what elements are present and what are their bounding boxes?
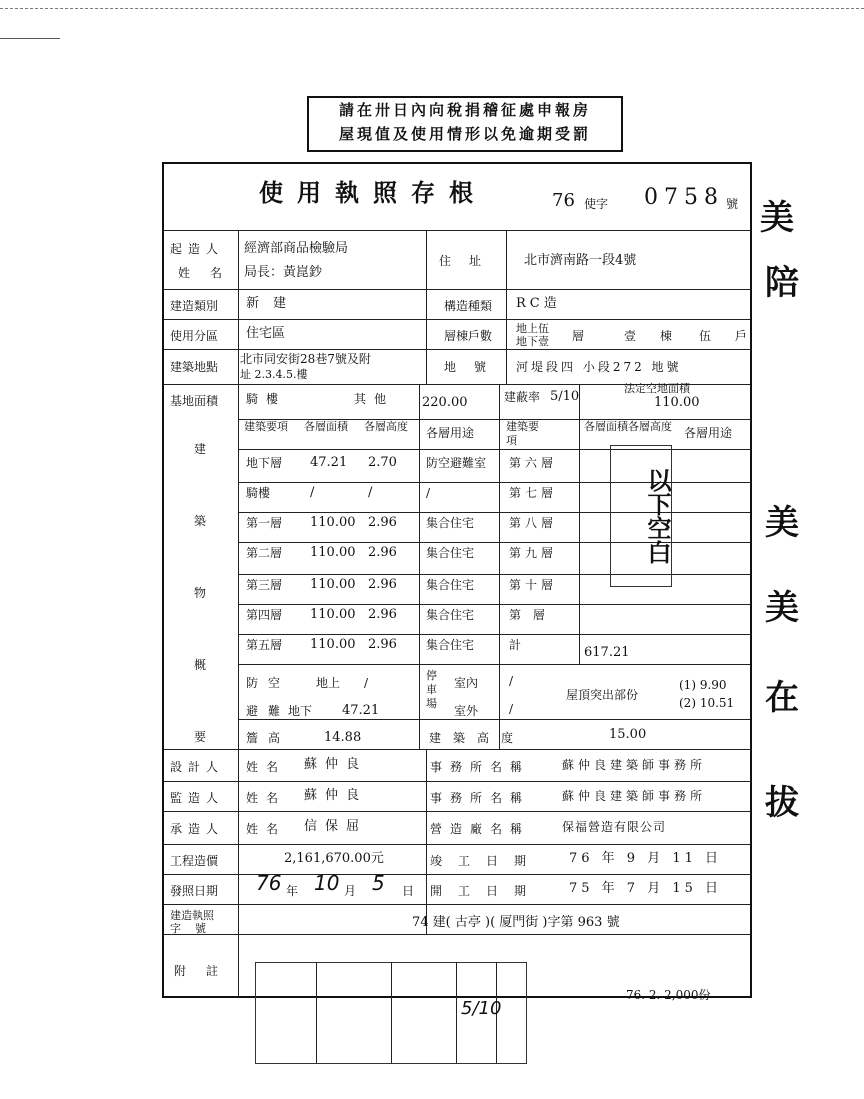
legal-open-area-value: 110.00 (654, 395, 700, 410)
issue-month-unit: 月 (344, 884, 357, 898)
top-scan-noise (0, 8, 864, 11)
shelter-label-2: 避難 (246, 704, 291, 718)
builder-address: 北市濟南路一段4號 (524, 253, 637, 268)
margin-char-2: 陪 (765, 263, 799, 303)
permit-label-1: 建造執照 (170, 909, 214, 922)
floors-above: 地上伍 (516, 322, 549, 335)
parking-label: 停車場 (426, 669, 437, 710)
permit-number: 74 建( 古亭 )( 厦門街 )字第 963 號 (412, 915, 620, 930)
margin-char-6: 拔 (765, 783, 799, 823)
floor-height: 2.96 (368, 637, 397, 652)
shelter-below-label: 地下 (288, 704, 313, 718)
designer-name: 蘇仲良 (304, 757, 368, 772)
form-title: 使用執照存根 (259, 178, 487, 207)
floor-height: 2.70 (368, 455, 397, 470)
top-scan-noise-2 (0, 38, 60, 39)
issue-day-unit: 日 (402, 884, 415, 898)
completion-date: 76 年 9 月 11 日 (569, 851, 723, 866)
notice-line-1: 請在卅日內向稅捐稽征處申報房 (338, 101, 591, 119)
floor-name: 第二層 (246, 546, 283, 560)
permit-label-2: 字號 (170, 922, 220, 935)
lot-value: 河堤段四 小段272 地號 (516, 360, 682, 374)
site-label: 建築地點 (170, 360, 219, 374)
floor-area: 110.00 (310, 637, 356, 652)
total-area-value: 617.21 (584, 645, 630, 660)
builder-label: 起造人 (170, 242, 225, 256)
issue-month: 10 (314, 871, 340, 895)
building-height-value: 15.00 (609, 727, 647, 742)
builder-name-2: 局長：黃崑鈔 (244, 265, 323, 280)
floor-area: 110.00 (310, 577, 356, 592)
license-number: 0758 (644, 185, 724, 210)
col-header-item-right: 建築要項 (506, 420, 539, 447)
floors-below: 地下壹 (516, 335, 549, 348)
supervisor-name-label: 姓名 (246, 791, 287, 805)
supervisor-office: 蘇仲良建築師事務所 (562, 789, 707, 803)
floor-name: 第一層 (246, 516, 283, 530)
category-label: 建造類別 (170, 299, 219, 313)
section-label-3: 物 (194, 586, 207, 600)
floor-height: / (368, 485, 373, 500)
col-header-use: 各層用途 (426, 426, 475, 440)
floor-name: 第三層 (246, 578, 283, 592)
roof-protrusion-1: (1) 9.90 (679, 678, 727, 692)
supervisor-office-label: 事務所名稱 (430, 791, 531, 805)
section-label-5: 要 (194, 730, 207, 744)
floor-use: 防空避難室 (426, 456, 487, 470)
structure-label: 構造種類 (444, 299, 493, 313)
parking-indoor-value: / (509, 674, 514, 688)
building-count: 壹 棟 (624, 329, 682, 343)
issue-year-unit: 年 (286, 884, 299, 898)
floor-use: / (426, 486, 431, 500)
col-header-height-right: 各層高度 (628, 420, 672, 433)
floor-area: / (310, 485, 315, 500)
eave-value: 14.88 (324, 730, 362, 745)
print-run: 76. 2. 2,000份 (626, 988, 711, 1002)
use-zone-value: 住宅區 (246, 326, 286, 341)
designer-office-label: 事務所名稱 (430, 760, 531, 774)
floor-area: 47.21 (310, 455, 348, 470)
start-date-label: 開工日期 (430, 884, 543, 898)
issue-day: 5 (372, 871, 385, 895)
shelter-below-value: 47.21 (342, 703, 380, 718)
coverage-value: 5/10 (550, 389, 580, 404)
builder-name-label: 姓名 (178, 266, 243, 280)
floor-name-right: 第十層 (509, 578, 558, 592)
lot-label: 地號 (444, 360, 505, 374)
floor-height: 2.96 (368, 577, 397, 592)
parking-outdoor-value: / (509, 702, 514, 716)
floor-name-right: 第八層 (509, 516, 558, 530)
floor-name: 地下層 (246, 456, 283, 470)
issue-date-label: 發照日期 (170, 884, 219, 898)
designer-label: 設計人 (170, 760, 225, 774)
designer-office: 蘇仲良建築師事務所 (562, 758, 707, 772)
contractor-label: 承造人 (170, 822, 225, 836)
floor-height: 2.96 (368, 545, 397, 560)
section-label-4: 概 (194, 658, 207, 672)
other-label: 其他 (354, 392, 395, 406)
floor-use: 集合住宅 (426, 608, 475, 622)
supervisor-name: 蘇仲良 (304, 788, 368, 803)
floor-use: 集合住宅 (426, 516, 475, 530)
legal-open-area-label: 法定空地面積 (624, 382, 690, 395)
parking-indoor-label: 室內 (454, 676, 479, 690)
signature-stamps-box (255, 962, 527, 1064)
floor-height: 2.96 (368, 515, 397, 530)
cost-label: 工程造價 (170, 854, 219, 868)
address-label: 住址 (439, 254, 500, 268)
floor-area: 110.00 (310, 515, 356, 530)
margin-char-5: 在 (765, 678, 799, 718)
floor-area: 110.00 (310, 545, 356, 560)
col-header-use-right: 各層用途 (684, 426, 733, 440)
floor-unit: 層 (572, 329, 585, 343)
roof-protrusion-2: (2) 10.51 (679, 696, 735, 710)
col-header-height: 各層高度 (364, 420, 408, 433)
floor-use: 集合住宅 (426, 546, 475, 560)
issue-year: 76 (256, 871, 282, 895)
floor-name-right: 第 層 (509, 608, 549, 622)
household-count: 伍 戶 (699, 329, 757, 343)
building-height-label: 建築高度 (429, 731, 526, 745)
col-header-area-right: 各層面積 (584, 420, 628, 433)
site-address-1: 北市同安街28巷7號及附 (240, 352, 371, 366)
signature-mark: 5/10 (461, 998, 502, 1019)
contractor-firm: 保福營造有限公司 (562, 820, 667, 834)
license-year: 76 (552, 190, 575, 211)
tax-notice-box (307, 96, 623, 152)
floor-name: 第四層 (246, 608, 283, 622)
builder-name-1: 經濟部商品檢驗局 (244, 241, 349, 256)
floor-name: 騎樓 (246, 486, 271, 500)
arcade-label: 騎樓 (246, 392, 287, 406)
floor-area: 110.00 (310, 607, 356, 622)
floor-use: 集合住宅 (426, 638, 475, 652)
base-area-label: 基地面積 (170, 394, 219, 408)
col-header-area: 各層面積 (304, 420, 348, 433)
shelter-label-1: 防空 (246, 676, 291, 690)
structure-value: RC造 (516, 296, 561, 311)
contractor-name: 信保屈 (304, 819, 368, 834)
floors-households-label: 層棟戶數 (444, 329, 493, 343)
floor-name-right: 計 (509, 638, 526, 652)
supervisor-label: 監造人 (170, 791, 225, 805)
site-address-2: 址 2.3.4.5.樓 (240, 368, 308, 381)
section-label-1: 建 (194, 442, 207, 456)
cost-value: 2,161,670.00元 (284, 851, 384, 866)
category-value: 新建 (246, 296, 301, 311)
shelter-above-label: 地上 (316, 676, 341, 690)
parking-outdoor-label: 室外 (454, 704, 479, 718)
contractor-name-label: 姓名 (246, 822, 287, 836)
coverage-label: 建蔽率 (504, 390, 541, 404)
contractor-firm-label: 營造廠名稱 (430, 822, 531, 836)
roof-protrusion-label: 屋頂突出部份 (566, 688, 639, 702)
notice-line-2: 屋現值及使用情形以免逾期受罰 (338, 125, 591, 143)
floor-name-right: 第九層 (509, 546, 558, 560)
margin-char-4: 美 (765, 588, 799, 628)
margin-char-1: 美 (760, 198, 794, 238)
use-zone-label: 使用分區 (170, 329, 219, 343)
start-date: 75 年 7 月 15 日 (569, 881, 723, 896)
blank-below-stamp: 以下空白 (610, 445, 672, 587)
designer-name-label: 姓名 (246, 760, 287, 774)
completion-date-label: 竣工日期 (430, 854, 543, 868)
floor-use: 集合住宅 (426, 578, 475, 592)
base-area-value: 220.00 (422, 395, 468, 410)
floor-name: 第五層 (246, 638, 283, 652)
floor-name-right: 第六層 (509, 456, 558, 470)
remark-label: 附註 (174, 964, 239, 978)
margin-char-3: 美 (765, 503, 799, 543)
floor-height: 2.96 (368, 607, 397, 622)
use-word: 使字 (584, 197, 609, 211)
number-suffix: 號 (726, 197, 739, 211)
eave-label: 簷高 (246, 731, 291, 745)
section-label-2: 築 (194, 514, 207, 528)
floor-name-right: 第七層 (509, 486, 558, 500)
col-header-item: 建築要項 (244, 420, 288, 433)
shelter-above-value: / (364, 676, 369, 690)
